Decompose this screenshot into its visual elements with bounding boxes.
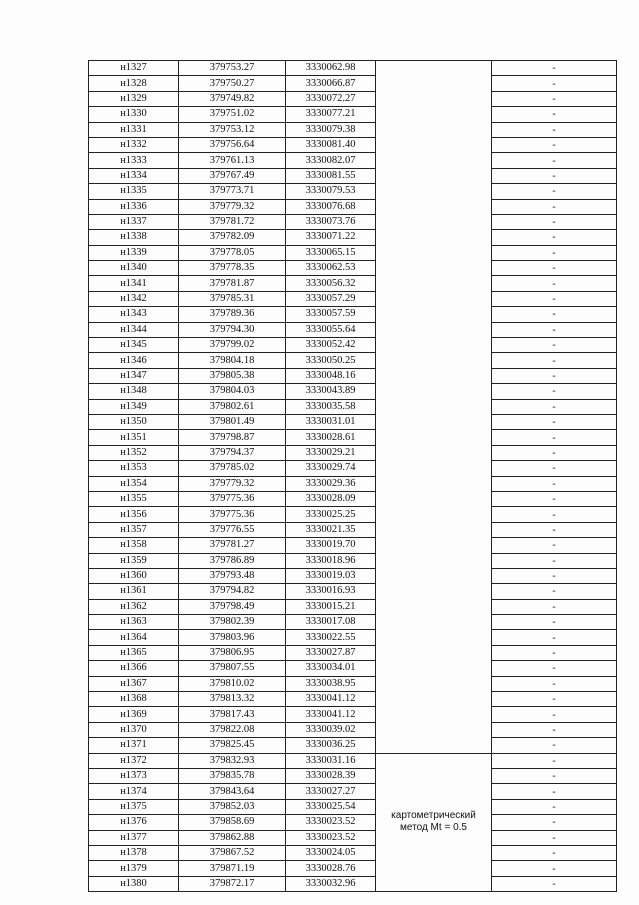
table-row	[89, 230, 617, 245]
table-row	[89, 168, 617, 183]
point-id-cell: н1328	[89, 76, 179, 91]
point-id-cell: н1363	[89, 615, 179, 630]
x-coordinate-cell: 379781.72	[179, 214, 286, 229]
y-coordinate-cell: 3330028.61	[286, 430, 376, 445]
dash-cell: -	[492, 214, 617, 229]
table-row	[89, 91, 617, 106]
x-coordinate-cell: 379789.36	[179, 307, 286, 322]
dash-cell: -	[492, 538, 617, 553]
y-coordinate-cell: 3330062.53	[286, 261, 376, 276]
dash-cell: -	[492, 830, 617, 845]
y-coordinate-cell: 3330031.16	[286, 753, 376, 768]
y-coordinate-cell: 3330048.16	[286, 368, 376, 383]
x-coordinate-cell: 379798.49	[179, 599, 286, 614]
point-id-cell: н1333	[89, 153, 179, 168]
table-row	[89, 815, 617, 830]
x-coordinate-cell: 379867.52	[179, 845, 286, 860]
table-row	[89, 61, 617, 76]
table-row	[89, 676, 617, 691]
y-coordinate-cell: 3330057.29	[286, 291, 376, 306]
x-coordinate-cell: 379805.38	[179, 368, 286, 383]
table-row	[89, 137, 617, 152]
dash-cell: -	[492, 445, 617, 460]
point-id-cell: н1341	[89, 276, 179, 291]
x-coordinate-cell: 379798.87	[179, 430, 286, 445]
table-row	[89, 322, 617, 337]
x-coordinate-cell: 379825.45	[179, 738, 286, 753]
y-coordinate-cell: 3330041.12	[286, 707, 376, 722]
point-id-cell: н1377	[89, 830, 179, 845]
x-coordinate-cell: 379804.18	[179, 353, 286, 368]
y-coordinate-cell: 3330019.70	[286, 538, 376, 553]
point-id-cell: н1356	[89, 507, 179, 522]
dash-cell: -	[492, 414, 617, 429]
table-row	[89, 153, 617, 168]
point-id-cell: н1338	[89, 230, 179, 245]
table-row	[89, 368, 617, 383]
point-id-cell: н1357	[89, 522, 179, 537]
x-coordinate-cell: 379778.35	[179, 261, 286, 276]
x-coordinate-cell: 379794.82	[179, 584, 286, 599]
point-id-cell: н1342	[89, 291, 179, 306]
dash-cell: -	[492, 76, 617, 91]
dash-cell: -	[492, 291, 617, 306]
table-row	[89, 615, 617, 630]
x-coordinate-cell: 379852.03	[179, 799, 286, 814]
x-coordinate-cell: 379794.30	[179, 322, 286, 337]
dash-cell: -	[492, 692, 617, 707]
y-coordinate-cell: 3330025.25	[286, 507, 376, 522]
point-id-cell: н1359	[89, 553, 179, 568]
y-coordinate-cell: 3330018.96	[286, 553, 376, 568]
dash-cell: -	[492, 307, 617, 322]
table-row	[89, 261, 617, 276]
x-coordinate-cell: 379806.95	[179, 645, 286, 660]
table-row	[89, 307, 617, 322]
point-id-cell: н1337	[89, 214, 179, 229]
table-row	[89, 645, 617, 660]
point-id-cell: н1335	[89, 184, 179, 199]
point-id-cell: н1375	[89, 799, 179, 814]
x-coordinate-cell: 379779.32	[179, 476, 286, 491]
x-coordinate-cell: 379793.48	[179, 568, 286, 583]
point-id-cell: н1380	[89, 876, 179, 891]
point-id-cell: н1366	[89, 661, 179, 676]
table-row	[89, 722, 617, 737]
point-id-cell: н1350	[89, 414, 179, 429]
x-coordinate-cell: 379802.39	[179, 615, 286, 630]
table-row	[89, 338, 617, 353]
dash-cell: -	[492, 707, 617, 722]
y-coordinate-cell: 3330021.35	[286, 522, 376, 537]
dash-cell: -	[492, 553, 617, 568]
point-id-cell: н1360	[89, 568, 179, 583]
dash-cell: -	[492, 615, 617, 630]
table-row	[89, 692, 617, 707]
dash-cell: -	[492, 630, 617, 645]
y-coordinate-cell: 3330056.32	[286, 276, 376, 291]
y-coordinate-cell: 3330017.08	[286, 615, 376, 630]
table-row	[89, 799, 617, 814]
table-row	[89, 845, 617, 860]
dash-cell: -	[492, 507, 617, 522]
y-coordinate-cell: 3330062.98	[286, 61, 376, 76]
point-id-cell: н1331	[89, 122, 179, 137]
point-id-cell: н1369	[89, 707, 179, 722]
y-coordinate-cell: 3330028.09	[286, 491, 376, 506]
x-coordinate-cell: 379785.31	[179, 291, 286, 306]
y-coordinate-cell: 3330027.87	[286, 645, 376, 660]
dash-cell: -	[492, 276, 617, 291]
y-coordinate-cell: 3330073.76	[286, 214, 376, 229]
x-coordinate-cell: 379786.89	[179, 553, 286, 568]
table-row	[89, 291, 617, 306]
point-id-cell: н1379	[89, 861, 179, 876]
point-id-cell: н1371	[89, 738, 179, 753]
dash-cell: -	[492, 568, 617, 583]
dash-cell: -	[492, 184, 617, 199]
point-id-cell: н1334	[89, 168, 179, 183]
point-id-cell: н1376	[89, 815, 179, 830]
x-coordinate-cell: 379843.64	[179, 784, 286, 799]
x-coordinate-cell: 379794.37	[179, 445, 286, 460]
dash-cell: -	[492, 861, 617, 876]
table-row	[89, 384, 617, 399]
dash-cell: -	[492, 245, 617, 260]
table-row	[89, 584, 617, 599]
x-coordinate-cell: 379761.13	[179, 153, 286, 168]
table-row	[89, 461, 617, 476]
y-coordinate-cell: 3330057.59	[286, 307, 376, 322]
dash-cell: -	[492, 845, 617, 860]
y-coordinate-cell: 3330043.89	[286, 384, 376, 399]
y-coordinate-cell: 3330035.58	[286, 399, 376, 414]
point-id-cell: н1351	[89, 430, 179, 445]
point-id-cell: н1347	[89, 368, 179, 383]
y-coordinate-cell: 3330081.55	[286, 168, 376, 183]
table-row	[89, 414, 617, 429]
y-coordinate-cell: 3330050.25	[286, 353, 376, 368]
y-coordinate-cell: 3330082.07	[286, 153, 376, 168]
table-row	[89, 861, 617, 876]
table-row	[89, 830, 617, 845]
y-coordinate-cell: 3330027.27	[286, 784, 376, 799]
point-id-cell: н1374	[89, 784, 179, 799]
x-coordinate-cell: 379804.03	[179, 384, 286, 399]
y-coordinate-cell: 3330034.01	[286, 661, 376, 676]
y-coordinate-cell: 3330023.52	[286, 815, 376, 830]
dash-cell: -	[492, 368, 617, 383]
table-row	[89, 107, 617, 122]
x-coordinate-cell: 379832.93	[179, 753, 286, 768]
point-id-cell: н1355	[89, 491, 179, 506]
y-coordinate-cell: 3330028.39	[286, 768, 376, 783]
dash-cell: -	[492, 230, 617, 245]
x-coordinate-cell: 379753.12	[179, 122, 286, 137]
dash-cell: -	[492, 676, 617, 691]
table-row	[89, 661, 617, 676]
x-coordinate-cell: 379775.36	[179, 491, 286, 506]
y-coordinate-cell: 3330038.95	[286, 676, 376, 691]
dash-cell: -	[492, 599, 617, 614]
point-id-cell: н1345	[89, 338, 179, 353]
table-row	[89, 430, 617, 445]
dash-cell: -	[492, 384, 617, 399]
point-id-cell: н1343	[89, 307, 179, 322]
table-row	[89, 399, 617, 414]
dash-cell: -	[492, 322, 617, 337]
table-row	[89, 276, 617, 291]
dash-cell: -	[492, 61, 617, 76]
y-coordinate-cell: 3330022.55	[286, 630, 376, 645]
point-id-cell: н1352	[89, 445, 179, 460]
dash-cell: -	[492, 784, 617, 799]
point-id-cell: н1349	[89, 399, 179, 414]
table-row	[89, 184, 617, 199]
y-coordinate-cell: 3330052.42	[286, 338, 376, 353]
point-id-cell: н1330	[89, 107, 179, 122]
dash-cell: -	[492, 137, 617, 152]
point-id-cell: н1329	[89, 91, 179, 106]
x-coordinate-cell: 379802.61	[179, 399, 286, 414]
x-coordinate-cell: 379750.27	[179, 76, 286, 91]
y-coordinate-cell: 3330071.22	[286, 230, 376, 245]
dash-cell: -	[492, 584, 617, 599]
x-coordinate-cell: 379871.19	[179, 861, 286, 876]
point-id-cell: н1361	[89, 584, 179, 599]
y-coordinate-cell: 3330072.27	[286, 91, 376, 106]
table-row	[89, 599, 617, 614]
point-id-cell: н1340	[89, 261, 179, 276]
y-coordinate-cell: 3330024.05	[286, 845, 376, 860]
x-coordinate-cell: 379782.09	[179, 230, 286, 245]
y-coordinate-cell: 3330029.36	[286, 476, 376, 491]
y-coordinate-cell: 3330025.54	[286, 799, 376, 814]
dash-cell: -	[492, 661, 617, 676]
y-coordinate-cell: 3330032.96	[286, 876, 376, 891]
point-id-cell: н1378	[89, 845, 179, 860]
table-row	[89, 445, 617, 460]
table-row	[89, 784, 617, 799]
table-row	[89, 753, 617, 768]
table-row	[89, 476, 617, 491]
table-row	[89, 122, 617, 137]
x-coordinate-cell: 379810.02	[179, 676, 286, 691]
point-id-cell: н1372	[89, 753, 179, 768]
x-coordinate-cell: 379803.96	[179, 630, 286, 645]
dash-cell: -	[492, 722, 617, 737]
point-id-cell: н1365	[89, 645, 179, 660]
x-coordinate-cell: 379835.78	[179, 768, 286, 783]
y-coordinate-cell: 3330029.21	[286, 445, 376, 460]
y-coordinate-cell: 3330029.74	[286, 461, 376, 476]
dash-cell: -	[492, 738, 617, 753]
y-coordinate-cell: 3330079.53	[286, 184, 376, 199]
point-id-cell: н1332	[89, 137, 179, 152]
x-coordinate-cell: 379801.49	[179, 414, 286, 429]
coordinates-table	[88, 60, 617, 892]
point-id-cell: н1346	[89, 353, 179, 368]
x-coordinate-cell: 379749.82	[179, 91, 286, 106]
y-coordinate-cell: 3330081.40	[286, 137, 376, 152]
x-coordinate-cell: 379767.49	[179, 168, 286, 183]
x-coordinate-cell: 379858.69	[179, 815, 286, 830]
y-coordinate-cell: 3330041.12	[286, 692, 376, 707]
x-coordinate-cell: 379773.71	[179, 184, 286, 199]
x-coordinate-cell: 379751.02	[179, 107, 286, 122]
point-id-cell: н1327	[89, 61, 179, 76]
table-row	[89, 245, 617, 260]
x-coordinate-cell: 379785.02	[179, 461, 286, 476]
point-id-cell: н1336	[89, 199, 179, 214]
dash-cell: -	[492, 799, 617, 814]
dash-cell: -	[492, 461, 617, 476]
table-row	[89, 538, 617, 553]
dash-cell: -	[492, 476, 617, 491]
x-coordinate-cell: 379753.27	[179, 61, 286, 76]
y-coordinate-cell: 3330016.93	[286, 584, 376, 599]
dash-cell: -	[492, 753, 617, 768]
point-id-cell: н1368	[89, 692, 179, 707]
table-row	[89, 768, 617, 783]
y-coordinate-cell: 3330076.68	[286, 199, 376, 214]
dash-cell: -	[492, 353, 617, 368]
x-coordinate-cell: 379872.17	[179, 876, 286, 891]
table-row	[89, 630, 617, 645]
x-coordinate-cell: 379776.55	[179, 522, 286, 537]
table-row	[89, 522, 617, 537]
point-id-cell: н1367	[89, 676, 179, 691]
dash-cell: -	[492, 645, 617, 660]
method-cell: картометрический метод Mt = 0.5	[376, 753, 492, 892]
point-id-cell: н1358	[89, 538, 179, 553]
x-coordinate-cell: 379817.43	[179, 707, 286, 722]
dash-cell: -	[492, 815, 617, 830]
point-id-cell: н1339	[89, 245, 179, 260]
point-id-cell: н1364	[89, 630, 179, 645]
y-coordinate-cell: 3330066.87	[286, 76, 376, 91]
point-id-cell: н1373	[89, 768, 179, 783]
table-row	[89, 876, 617, 891]
table-row	[89, 738, 617, 753]
y-coordinate-cell: 3330077.21	[286, 107, 376, 122]
dash-cell: -	[492, 768, 617, 783]
x-coordinate-cell: 379778.05	[179, 245, 286, 260]
dash-cell: -	[492, 107, 617, 122]
dash-cell: -	[492, 153, 617, 168]
table-row	[89, 568, 617, 583]
y-coordinate-cell: 3330039.02	[286, 722, 376, 737]
dash-cell: -	[492, 399, 617, 414]
point-id-cell: н1353	[89, 461, 179, 476]
y-coordinate-cell: 3330028.76	[286, 861, 376, 876]
point-id-cell: н1344	[89, 322, 179, 337]
dash-cell: -	[492, 491, 617, 506]
x-coordinate-cell: 379779.32	[179, 199, 286, 214]
dash-cell: -	[492, 876, 617, 891]
dash-cell: -	[492, 91, 617, 106]
table-row	[89, 76, 617, 91]
y-coordinate-cell: 3330036.25	[286, 738, 376, 753]
dash-cell: -	[492, 168, 617, 183]
table-row	[89, 214, 617, 229]
x-coordinate-cell: 379756.64	[179, 137, 286, 152]
table-row	[89, 553, 617, 568]
point-id-cell: н1362	[89, 599, 179, 614]
point-id-cell: н1370	[89, 722, 179, 737]
method-cell-empty	[376, 61, 492, 754]
table-row	[89, 707, 617, 722]
y-coordinate-cell: 3330055.64	[286, 322, 376, 337]
dash-cell: -	[492, 122, 617, 137]
coordinates-table-body	[89, 61, 617, 892]
x-coordinate-cell: 379813.32	[179, 692, 286, 707]
y-coordinate-cell: 3330015.21	[286, 599, 376, 614]
y-coordinate-cell: 3330019.03	[286, 568, 376, 583]
table-row	[89, 353, 617, 368]
x-coordinate-cell: 379781.87	[179, 276, 286, 291]
dash-cell: -	[492, 338, 617, 353]
x-coordinate-cell: 379775.36	[179, 507, 286, 522]
table-row	[89, 507, 617, 522]
x-coordinate-cell: 379862.88	[179, 830, 286, 845]
y-coordinate-cell: 3330079.38	[286, 122, 376, 137]
dash-cell: -	[492, 199, 617, 214]
y-coordinate-cell: 3330031.01	[286, 414, 376, 429]
table-row	[89, 491, 617, 506]
y-coordinate-cell: 3330065.15	[286, 245, 376, 260]
table-row	[89, 199, 617, 214]
x-coordinate-cell: 379807.55	[179, 661, 286, 676]
x-coordinate-cell: 379799.02	[179, 338, 286, 353]
x-coordinate-cell: 379822.08	[179, 722, 286, 737]
dash-cell: -	[492, 261, 617, 276]
dash-cell: -	[492, 522, 617, 537]
x-coordinate-cell: 379781.27	[179, 538, 286, 553]
y-coordinate-cell: 3330023.52	[286, 830, 376, 845]
point-id-cell: н1354	[89, 476, 179, 491]
point-id-cell: н1348	[89, 384, 179, 399]
dash-cell: -	[492, 430, 617, 445]
